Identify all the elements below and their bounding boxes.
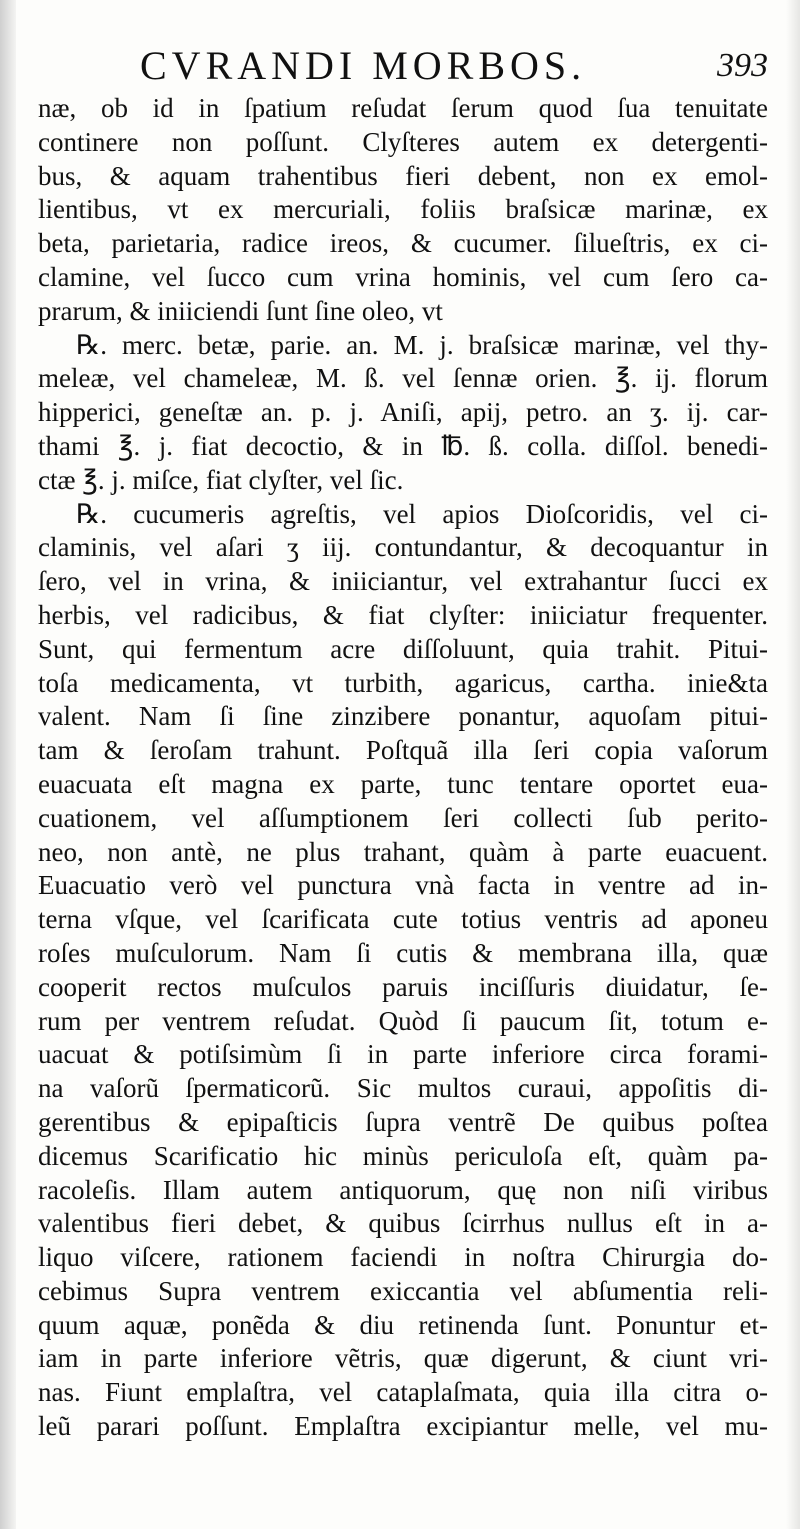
text-line: Sunt, qui fermentum acre diſſoluunt, quia trahit. Pitui- xyxy=(38,633,768,664)
text-line: continere non poſſunt. Clyſteres autem ex detergenti- xyxy=(38,126,768,157)
text-line: beta, parietaria, radice ireos, & cucumer. ſilueſtris, ex ci- xyxy=(38,228,768,259)
text-line: cooperit rectos muſculos paruis inciſſuris diuidatur, ſe- xyxy=(38,971,768,1002)
text-line: tam & ſeroſam trahunt. Poſtquã illa ſeri copia vaſorum xyxy=(38,735,768,766)
text-line: roſes muſculorum. Nam ſi cutis & membrana illa, quæ xyxy=(38,937,768,968)
text-line: nas. Fiunt emplaſtra, vel cataplaſmata, quia illa citra o- xyxy=(38,1377,768,1408)
text-line: na vaſorũ ſpermaticorũ. Sic multos curaui, appoſitis di- xyxy=(38,1073,768,1104)
text-line: toſa medicamenta, vt turbith, agaricus, cartha. inie&ta xyxy=(38,667,768,698)
text-line: claminis, vel aſari ʒ iij. contundantur, & decoquantur in xyxy=(38,532,768,563)
page-number: 393 xyxy=(717,47,768,84)
text-line: neo, non antè, ne plus trahant, quàm à parte euacuent. xyxy=(38,836,768,867)
text-line: næ, ob id in ſpatium reſudat ſerum quod ſua tenuitate xyxy=(38,93,768,123)
text-line: uacuat & potiſsimùm ſi in parte inferiore circa forami- xyxy=(38,1039,768,1070)
text-line: thami ℥. j. fiat decoctio, & in ℔. ß. colla. diſſol. benedi- xyxy=(38,430,768,461)
text-line: iam in parte inferiore vẽtris, quæ digerunt, & ciunt vri- xyxy=(38,1343,768,1374)
text-line: liquo viſcere, rationem faciendi in noſtra Chirurgia do- xyxy=(38,1242,768,1273)
text-line: clamine, vel ſucco cum vrina hominis, vel cum ſero ca- xyxy=(38,261,768,292)
text-line: prarum, & iniiciendi ſunt ſine oleo, vt xyxy=(38,295,443,326)
page-gutter-shadow xyxy=(0,0,16,1529)
text-line: meleæ, vel chameleæ, M. ß. vel ſennæ orien. ℥. ij. florum xyxy=(38,363,768,394)
text-line: cebimus Supra ventrem exiccantia vel abſumentia reli- xyxy=(38,1275,768,1306)
text-line: bus, & aquam trahentibus fieri debent, non ex emol- xyxy=(38,160,768,191)
text-line: ctæ ℥. j. miſce, fiat clyſter, vel ſic. xyxy=(38,464,404,495)
prescription-line: ℞. merc. betæ, parie. an. M. j. braſsicæ marinæ, vel thy- xyxy=(76,329,768,360)
page-header xyxy=(140,36,780,96)
text-line: terna vſque, vel ſcarificata cute totius ventris ad aponeu xyxy=(38,904,768,935)
text-line: ſero, vel in vrina, & iniiciantur, vel extrahantur ſucci ex xyxy=(38,566,768,597)
text-line: quum aquæ, ponẽda & diu retinenda ſunt. Ponuntur et- xyxy=(38,1309,768,1340)
text-line: rum per ventrem reſudat. Quòd ſi paucum ſit, totum e- xyxy=(38,1005,768,1036)
body-text xyxy=(38,92,768,1444)
text-line: valent. Nam ſi ſine zinzibere ponantur, aquoſam pitui- xyxy=(38,701,768,732)
text-line: Euacuatio verò vel punctura vnà facta in ventre ad in- xyxy=(38,870,768,901)
text-line: hipperici, geneſtæ an. p. j. Aniſi, apij, petro. an ʒ. ij. car- xyxy=(38,397,768,428)
text-line: euacuata eſt magna ex parte, tunc tentare oportet eua- xyxy=(38,768,768,799)
text-line: herbis, vel radicibus, & fiat clyſter: iniiciatur frequenter. xyxy=(38,599,768,630)
page-edge xyxy=(786,0,800,1529)
running-head: CVRANDI MORBOS. xyxy=(140,43,587,88)
text-line: leũ parari poſſunt. Emplaſtra excipiantur melle, vel mu- xyxy=(38,1411,768,1442)
text-line: cuationem, vel aſſumptionem ſeri collecti ſub perito- xyxy=(38,802,768,833)
text-line: gerentibus & epipaſticis ſupra ventrẽ De quibus poſtea xyxy=(38,1106,768,1137)
text-line: racoleſis. Illam autem antiquorum, quę non niſi viribus xyxy=(38,1174,768,1205)
text-line: lientibus, vt ex mercuriali, foliis braſsicæ marinæ, ex xyxy=(38,194,768,225)
text-line: valentibus fieri debet, & quibus ſcirrhus nullus eſt in a- xyxy=(38,1208,768,1239)
prescription-line: ℞. cucumeris agreſtis, vel apios Dioſcoridis, vel ci- xyxy=(76,498,768,529)
text-line: dicemus Scarificatio hic minùs periculoſa eſt, quàm pa- xyxy=(38,1140,768,1171)
